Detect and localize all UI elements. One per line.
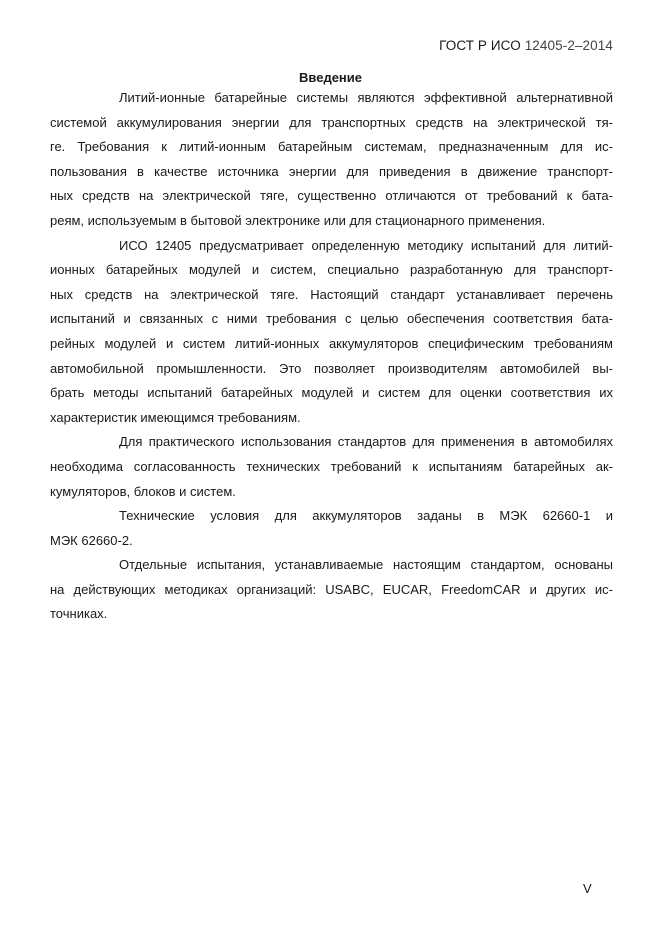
text-line: реям, используемым в бытовой электронике или для стационарного применения. — [50, 212, 546, 228]
text-line: автомобильной промышленности. Это позволяет производителям автомобилей вы- — [50, 360, 613, 376]
section-title: Введение — [299, 70, 362, 85]
text-line: точниках. — [50, 606, 108, 622]
text-line: ных средств на электрической тяге, существенно отличаются от требований к бата- — [50, 188, 613, 204]
document-code — [439, 38, 613, 53]
document-code-number: 12405-2–2014 — [524, 38, 613, 53]
text-line: МЭК 62660-2. — [50, 532, 133, 548]
document-code-prefix: ГОСТ Р ИСО — [439, 38, 521, 53]
text-line: Литий-ионные батарейные системы являются эффективной альтернативной — [119, 90, 613, 105]
text-line: рейных модулей и систем литий-ионных аккумуляторов специфическим требованиям — [50, 335, 613, 351]
text-line: ге. Требования к литий-ионным батарейным системам, предназначенным для ис- — [50, 139, 613, 155]
text-line: Отдельные испытания, устанавливаемые настоящим стандартом, основаны — [119, 557, 613, 573]
text-line: пользования в качестве источника энергии для приведения в движение транспорт- — [50, 163, 613, 179]
text-line: испытаний и связанных с ними требования с целью обеспечения соответствия бата- — [50, 311, 613, 327]
text-line: Технические условия для аккумуляторов заданы в МЭК 62660-1 и — [119, 508, 613, 524]
text-line: Для практического использования стандартов для применения в автомобилях — [119, 434, 613, 450]
page-number: V — [583, 881, 592, 896]
text-line: кумуляторов, блоков и систем. — [50, 483, 236, 499]
text-line: характеристик имеющимся требованиям. — [50, 409, 301, 425]
text-line: ИСО 12405 предусматривает определенную методику испытаний для литий- — [119, 237, 613, 253]
text-line: ионных батарейных модулей и систем, специально разработанную для транспорт- — [50, 262, 613, 278]
text-line: на действующих методиках организаций: USABC, EUCAR, FreedomCAR и других ис- — [50, 581, 613, 597]
text-line: необходима согласованность технических требований к испытаниям батарейных ак- — [50, 458, 613, 474]
document-body — [50, 86, 613, 627]
text-line: ных средств на электрической тяге. Настоящий стандарт устанавливает перечень — [50, 286, 613, 302]
text-line: системой аккумулирования энергии для транспортных средств на электрической тя- — [50, 114, 613, 130]
text-line: брать методы испытаний батарейных модулей и систем для оценки соответствия их — [50, 385, 613, 401]
